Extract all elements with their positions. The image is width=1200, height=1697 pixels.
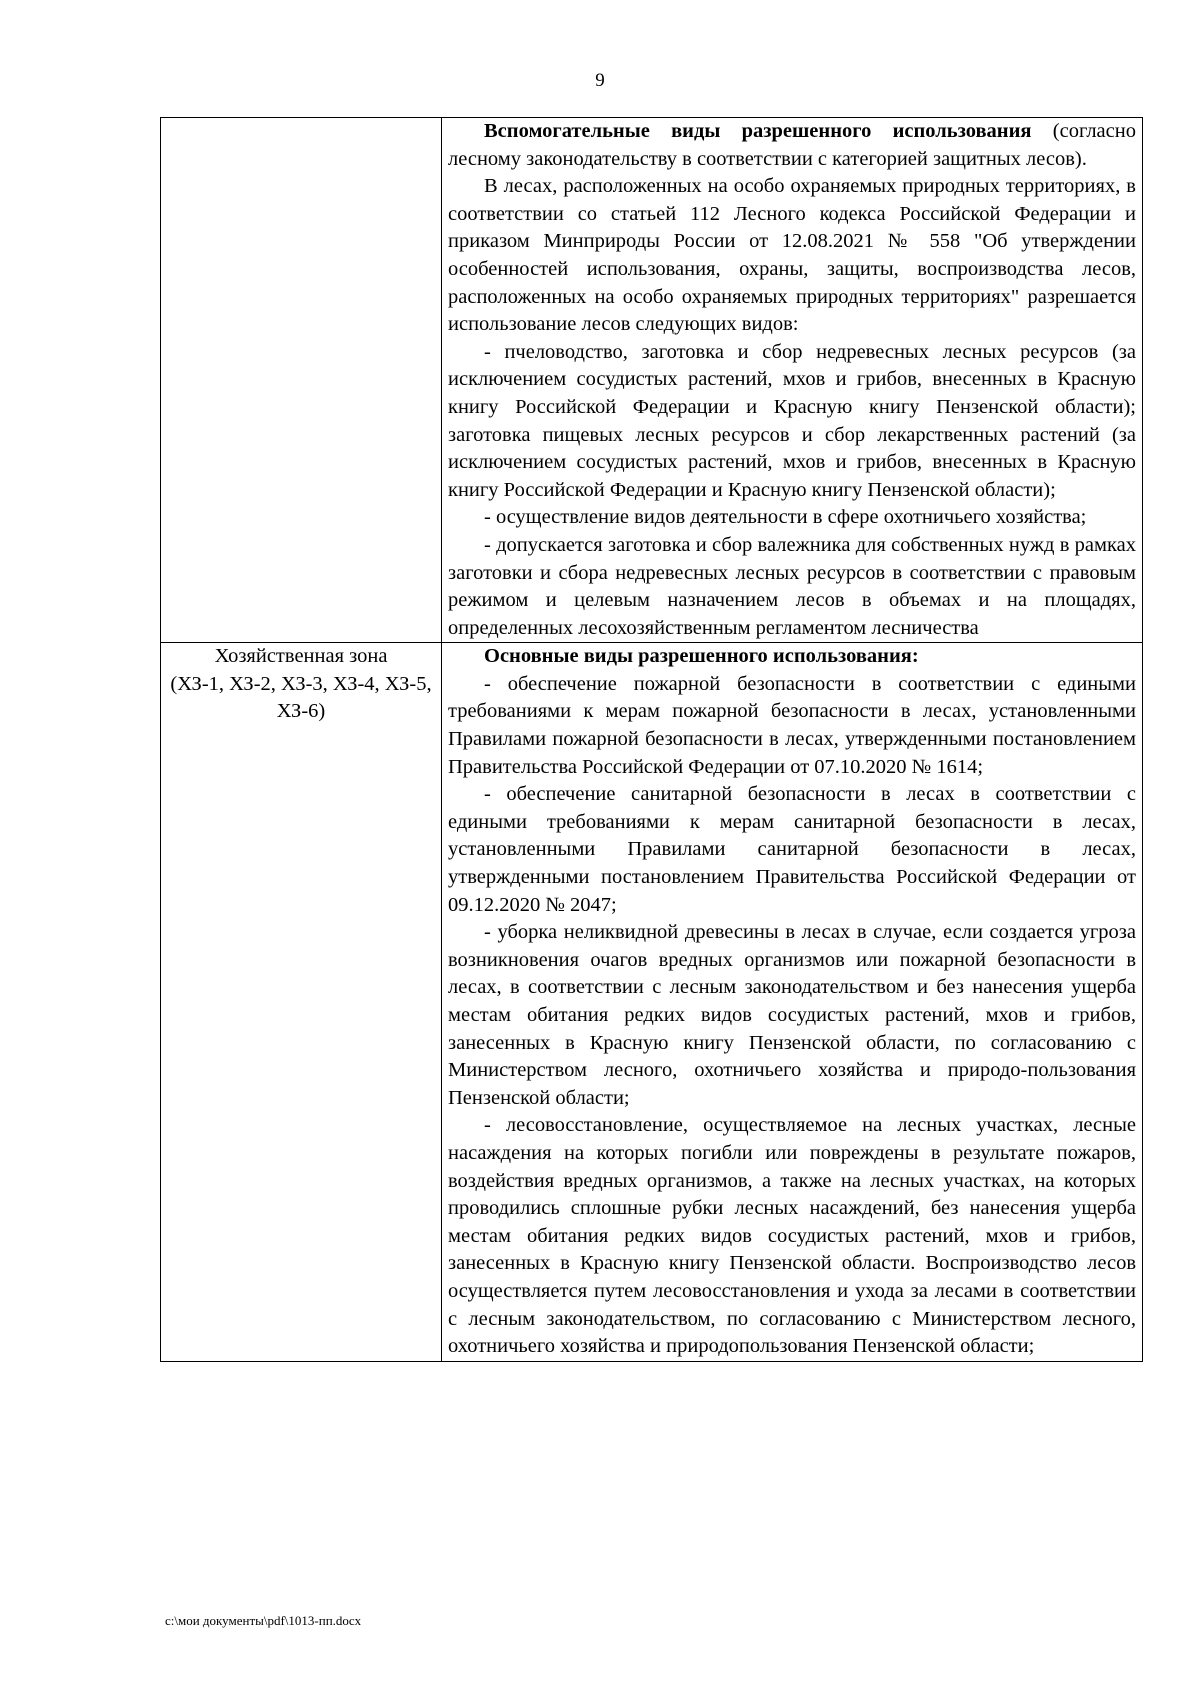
zone-cell <box>161 643 442 1361</box>
table-row <box>161 643 1143 1361</box>
zone-codes: (ХЗ-1, ХЗ-2, ХЗ-3, ХЗ-4, ХЗ-5, ХЗ-6) <box>170 672 432 723</box>
footer-file-path: c:\мои документы\pdf\1013-пп.docx <box>165 1613 362 1628</box>
usage-cell-auxiliary <box>442 118 1143 643</box>
auxiliary-heading: Вспомогательные виды разрешенного использования <box>484 120 1032 142</box>
usage-cell-main <box>442 643 1143 1361</box>
page-number: 9 <box>595 70 605 91</box>
paragraph: - обеспечение пожарной безопасности в соответствии с едиными требованиями к мерам пожарной безопасности в лесах, установленными Правилами пожарной безопасности в лесах, утвержденными постановлением Правительства Российской Федерации от 07.10.2020 № 1614; <box>448 672 1136 778</box>
zone-cell-empty <box>161 118 442 643</box>
paragraph: - пчеловодство, заготовка и сбор недревесных лесных ресурсов (за исключением сосудистых растений, мхов и грибов, внесенных в Красную книгу Российской Федерации и Красную книгу Пензенской области); заготовка пищевых лесных ресурсов и сбор лекарственных растений (за исключением сосудистых растений, мхов и грибов, внесенных в Красную книгу Российской Федерации и Красную книгу Пензенской области); <box>448 340 1136 501</box>
zone-name: Хозяйственная зона <box>214 645 388 668</box>
table-row <box>161 118 1143 643</box>
paragraph: - осуществление видов деятельности в сфере охотничьего хозяйства; <box>484 506 1087 529</box>
paragraph: - допускается заготовка и сбор валежника для собственных нужд в рамках заготовки и сбора недревесных лесных ресурсов в соответствии с правовым режимом и целевым назначением лесов в объемах и на площадях, определенных лесохозяйственным регламентом лесничества <box>448 533 1136 639</box>
zoning-table <box>160 117 1143 1362</box>
auxiliary-heading-rest: (согласно лесному законодательству в соответствии с категорией защитных лесов). <box>448 120 1136 170</box>
main-heading: Основные виды разрешенного использования: <box>484 645 919 668</box>
paragraph: - обеспечение санитарной безопасности в лесах в соответствии с едиными требованиями к мерам санитарной безопасности в лесах, установленными Правилами санитарной безопасности в лесах, утвержденными постановлением Правительства Российской Федерации от 09.12.2020 № 2047; <box>448 783 1136 916</box>
paragraph: - лесовосстановление, осуществляемое на лесных участках, лесные насаждения на которых погибли или повреждены в результате пожаров, воздействия вредных организмов, а также на лесных участках, на которых проводились сплошные рубки лесных насаждений, без нанесения ущерба местам обитания редких видов сосудистых растений, мхов и грибов, занесенных в Красную книгу Пензенской области. Воспроизводство лесов осуществляется путем лесовосстановления и ухода за лесами в соответствии с лесным законодательством, по согласованию с Министерством лесного, охотничьего хозяйства и природопользования Пензенской области; <box>448 1114 1136 1358</box>
paragraph: - уборка неликвидной древесины в лесах в случае, если создается угроза возникновения очагов вредных организмов или пожарной безопасности в лесах, в соответствии с лесным законодательством и без нанесения ущерба местам обитания редких видов сосудистых растений, мхов и грибов, занесенных в Красную книгу Пензенской области, по согласованию с Министерством лесного, охотничьего хозяйства и природо-пользования Пензенской области; <box>448 921 1136 1109</box>
auxiliary-heading-paragraph <box>448 118 1136 173</box>
paragraph: В лесах, расположенных на особо охраняемых природных территориях, в соответствии со статьей 112 Лесного кодекса Российской Федерации и приказом Минприроды России от 12.08.2021 № 558 "Об утверждении особенностей использования, охраны, защиты, воспроизводства лесов, расположенных на особо охраняемых природных территориях" разрешается использование лесов следующих видов: <box>448 175 1136 336</box>
